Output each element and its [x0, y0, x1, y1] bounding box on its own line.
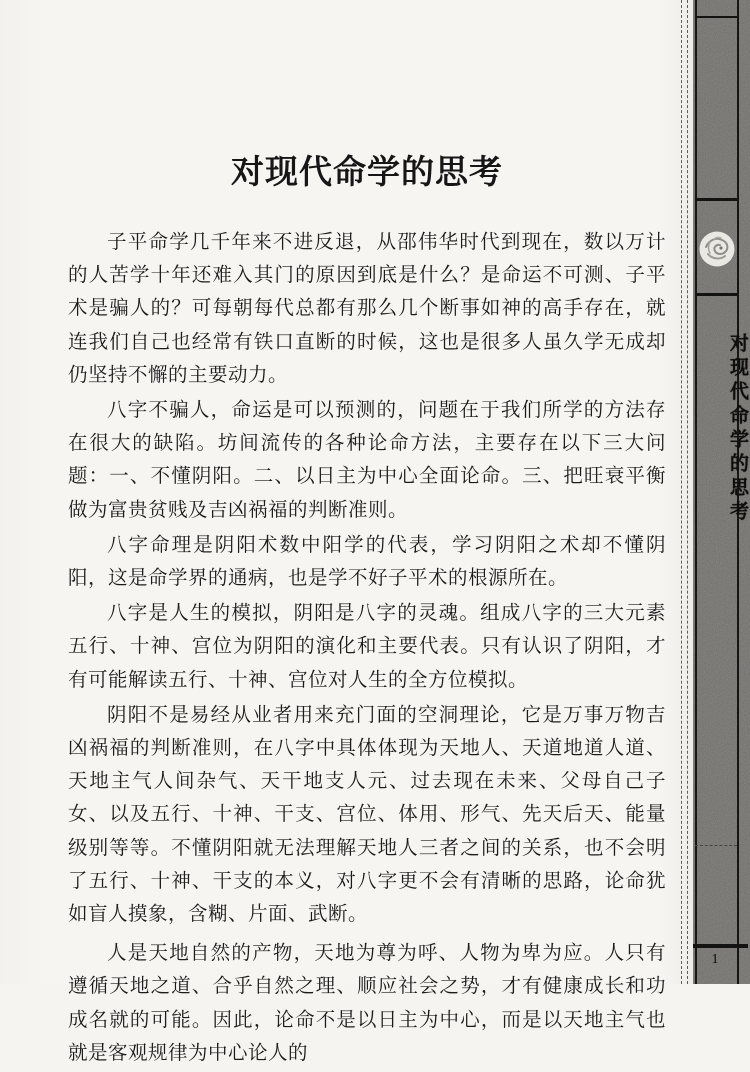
chapter-title: 对现代命学的思考: [231, 155, 503, 191]
band-divider: [695, 198, 737, 201]
paragraph-1: 子平命学几千年来不进反退，从邵伟华时代到现在，数以万计的人苦学十年还难入其门的原因到底是什么？是命运不可测、子平术是骗人的？可每朝每代总都有那么几个断事如神的高手存在，就连我们自己也经常有铁口直断的时候，这也是很多人虽久学无成却仍坚持不懈的主要动力。: [68, 232, 666, 386]
paragraph-2: 八字不骗人，命运是可以预测的，问题在于我们所学的方法存在很大的缺陷。坊间流传的各种论命方法，主要存在以下三大问题：一、不懂阴阳。二、以日主为中心全面论命。三、把旺衰平衡做为富贵贫贱及吉凶祸福的判断准则。: [68, 400, 666, 521]
page-edge-line: [687, 0, 688, 984]
band-divider-faint: [695, 845, 737, 846]
band-divider-bottom: [693, 944, 748, 948]
paragraph-5: 阴阳不是易经从业者用来充门面的空洞理论，它是万事万物吉凶祸福的判断准则，在八字中具体体现为天地人、天道地道人道、天地主气人间杂气、天干地支人元、过去现在未来、父母自己子女、以及五行、十神、干支、宫位、体用、形气、先天后天、能量级别等等。不懂阴阳就无法理解天地人三者之间的关系，也不会明了五行、十神、干支的本义，对八字更不会有清晰的思路，论命犹如盲人摸象，含糊、片面、武断。: [68, 704, 666, 926]
sidebar-vertical-title: 对现代命学的思考: [727, 333, 748, 525]
page-edge-line: [681, 0, 682, 984]
paragraph-3: 八字命理是阴阳术数中阳学的代表，学习阴阳之术却不懂阴阳，这是命学界的通病，也是学不好子平术的根源所在。: [68, 534, 666, 590]
page-number: 1: [711, 952, 719, 967]
paragraph-6: 人是天地自然的产物，天地为尊为呼、人物为卑为应。人只有遵循天地之道、合乎自然之理、顺应社会之势，才有健康成长和功成名就的可能。因此，论命不是以日主为中心，而是以天地主气也就是客观规律为中心论人的: [68, 943, 666, 1064]
body-text: [68, 226, 666, 1072]
sidebar-band: [693, 0, 750, 984]
band-divider: [695, 16, 737, 18]
band-divider: [695, 293, 737, 296]
paragraph-4: 八字是人生的模拟，阴阳是八字的灵魂。组成八字的三大元素五行、十神、宫位为阴阳的演化和主要代表。只有认识了阴阳，才有可能解读五行、十神、宫位对人生的全方位模拟。: [68, 603, 666, 691]
band-left-border: [695, 0, 697, 984]
dragon-seal-icon: [698, 230, 736, 268]
